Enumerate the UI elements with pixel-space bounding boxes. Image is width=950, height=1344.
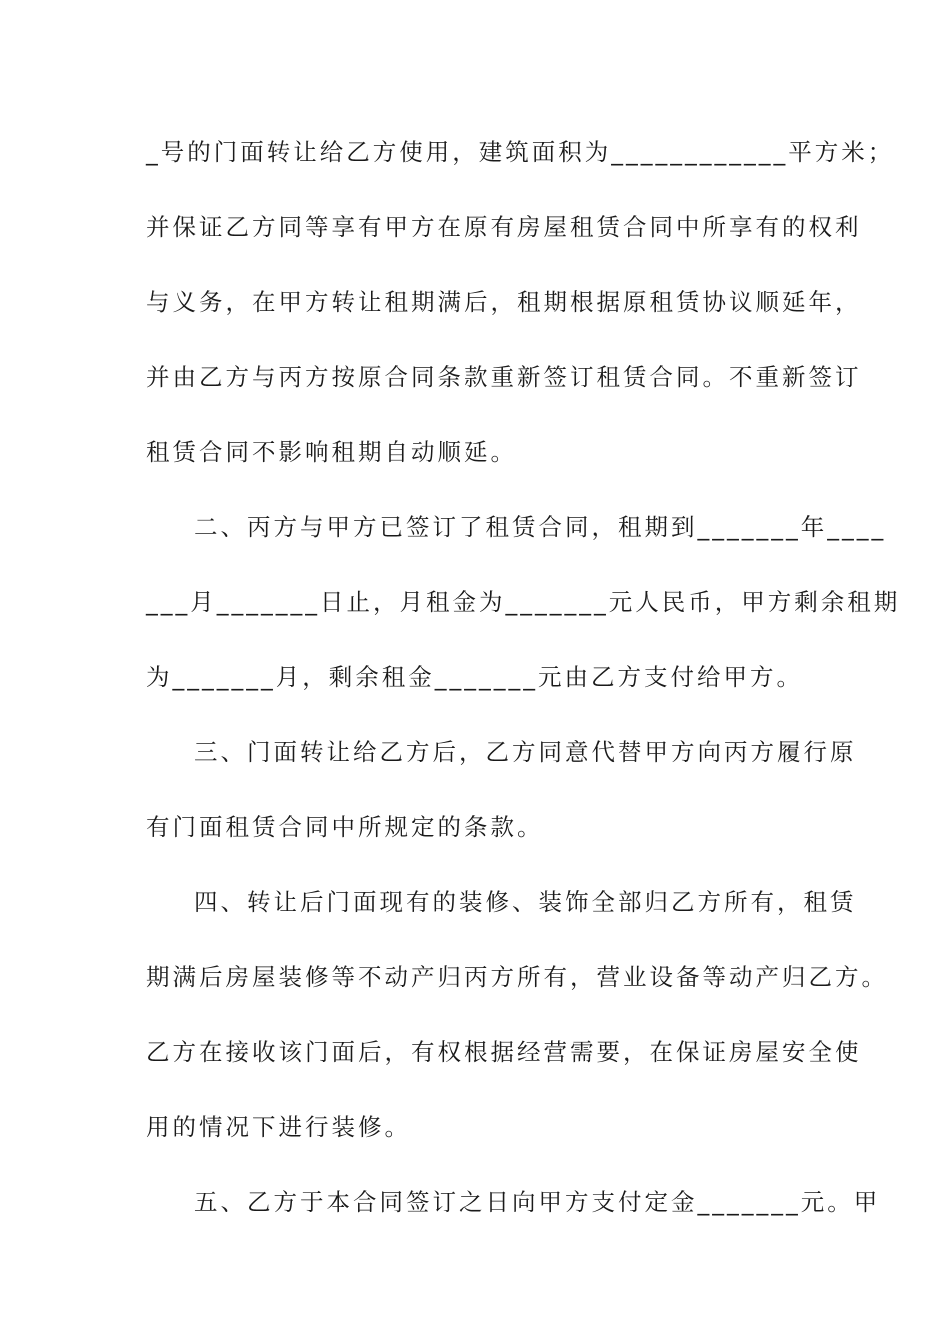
text-line-5: 租赁合同不影响租期自动顺延。 — [146, 438, 517, 466]
text-line-3: 与义务，在甲方转让租期满后，租期根据原租赁协议顺延年， — [146, 288, 862, 316]
text-line-15: 五、乙方于本合同签订之日向甲方支付定金_______元。甲 — [194, 1188, 881, 1216]
text-line-1: _号的门面转让给乙方使用，建筑面积为____________平方米； — [146, 138, 895, 166]
text-line-12: 期满后房屋装修等不动产归丙方所有，营业设备等动产归乙方。 — [146, 963, 888, 991]
text-line-6: 二、丙方与甲方已签订了租赁合同，租期到_______年____ — [194, 513, 887, 541]
text-line-9: 三、门面转让给乙方后，乙方同意代替甲方向丙方履行原 — [194, 738, 857, 766]
text-line-13: 乙方在接收该门面后，有权根据经营需要，在保证房屋安全使 — [146, 1038, 862, 1066]
text-line-11: 四、转让后门面现有的装修、装饰全部归乙方所有，租赁 — [194, 888, 857, 916]
text-line-4: 并由乙方与丙方按原合同条款重新签订租赁合同。不重新签订 — [146, 363, 862, 391]
text-line-14: 用的情况下进行装修。 — [146, 1113, 411, 1141]
text-line-7: ___月_______日止，月租金为_______元人民币，甲方剩余租期 — [146, 588, 901, 616]
text-line-2: 并保证乙方同等享有甲方在原有房屋租赁合同中所享有的权利 — [146, 213, 862, 241]
text-line-10: 有门面租赁合同中所规定的条款。 — [146, 813, 544, 841]
text-line-8: 为_______月，剩余租金_______元由乙方支付给甲方。 — [146, 663, 803, 691]
